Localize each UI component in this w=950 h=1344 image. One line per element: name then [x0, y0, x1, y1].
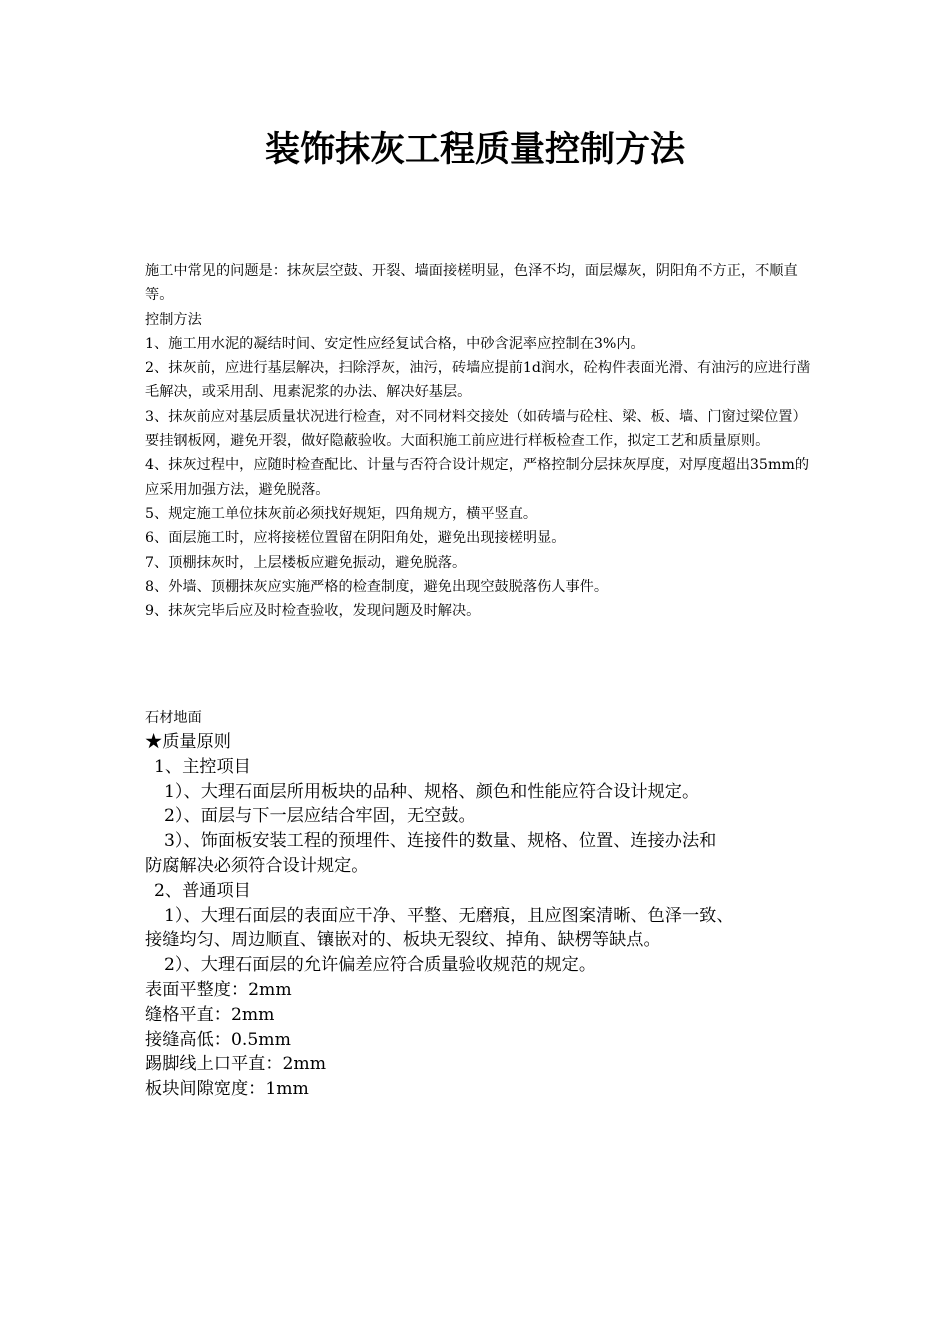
method-item-1: 1、施工用水泥的凝结时间、安定性应经复试合格，中砂含泥率应控制在3%内。 — [145, 335, 645, 352]
method-item-8: 8、外墙、顶棚抹灰应实施严格的检查制度，避免出现空鼓脱落伤人事件。 — [145, 578, 609, 595]
general-heading: 2、普通项目 — [154, 880, 251, 901]
main-control-item-3-cont: 防腐解决必须符合设计规定。 — [145, 855, 369, 876]
tolerance-flatness: 表面平整度：2mm — [145, 979, 292, 1000]
general-item-1-cont: 接缝均匀、周边顺直、镶嵌对的、板块无裂纹、掉角、缺楞等缺点。 — [145, 930, 661, 951]
tolerance-joint-straightness: 缝格平直：2mm — [145, 1004, 275, 1025]
method-item-6: 6、面层施工时，应将接槎位置留在阴阳角处，避免出现接槎明显。 — [145, 530, 566, 547]
method-item-7: 7、顶棚抹灰时，上层楼板应避免振动，避免脱落。 — [145, 554, 467, 571]
stone-floor-section — [145, 706, 815, 1102]
main-control-item-1: 1）、大理石面层所用板块的品种、规格、颜色和性能应符合设计规定。 — [164, 781, 700, 802]
general-item-2: 2）、大理石面层的允许偏差应符合质量验收规范的规定。 — [164, 955, 597, 976]
stone-floor-heading: 石材地面 — [145, 710, 202, 726]
common-problems-text: 施工中常见的问题是：抹灰层空鼓、开裂、墙面接槎明显，色泽不均，面层爆灰，阴阳角不方正，不顺直等。 — [145, 263, 798, 304]
tolerance-skirting-straightness: 踢脚线上口平直：2mm — [145, 1054, 327, 1075]
method-item-5: 5、规定施工单位抹灰前必须找好规矩，四角规方，横平竖直。 — [145, 505, 538, 522]
method-item-2: 2、抹灰前，应进行基层解决，扫除浮灰，油污，砖墙应提前1d润水，砼构件表面光滑、有油污的应进行凿毛解决，或采用刮、甩素泥浆的办法、解决好基层。 — [145, 360, 811, 401]
page-title: 装饰抹灰工程质量控制方法 — [264, 130, 685, 170]
method-item-9: 9、抹灰完毕后应及时检查验收，发现问题及时解决。 — [145, 603, 481, 620]
general-item-1: 1）、大理石面层的表面应干净、平整、无磨痕，且应图案清晰、色泽一致、 — [164, 905, 734, 926]
tolerance-joint-height: 接缝高低：0.5mm — [145, 1029, 291, 1050]
main-control-item-2: 2）、面层与下一层应结合牢固，无空鼓。 — [164, 806, 476, 827]
main-control-item-3: 3）、饰面板安装工程的预埋件、连接件的数量、规格、位置、连接办法和 — [164, 831, 717, 852]
intro-section — [145, 259, 815, 623]
method-item-4: 4、抹灰过程中，应随时检查配比、计量与否符合设计规定，严格控制分层抹灰厚度，对厚度超出35mm的应采用加强方法，避免脱落。 — [145, 457, 810, 498]
method-heading: 控制方法 — [145, 311, 202, 328]
tolerance-gap-width: 板块间隙宽度：1mm — [145, 1079, 309, 1100]
method-item-3: 3、抹灰前应对基层质量状况进行检查，对不同材料交接处（如砖墙与砼柱、梁、板、墙、门窗过梁位置）要挂钢板网，避免开裂，做好隐蔽验收。大面积施工前应进行样板检查工作，拟定工艺和质量原则。 — [145, 408, 807, 450]
quality-standard-heading: ★质量原则 — [145, 732, 231, 752]
main-control-heading: 1、主控项目 — [154, 756, 251, 777]
